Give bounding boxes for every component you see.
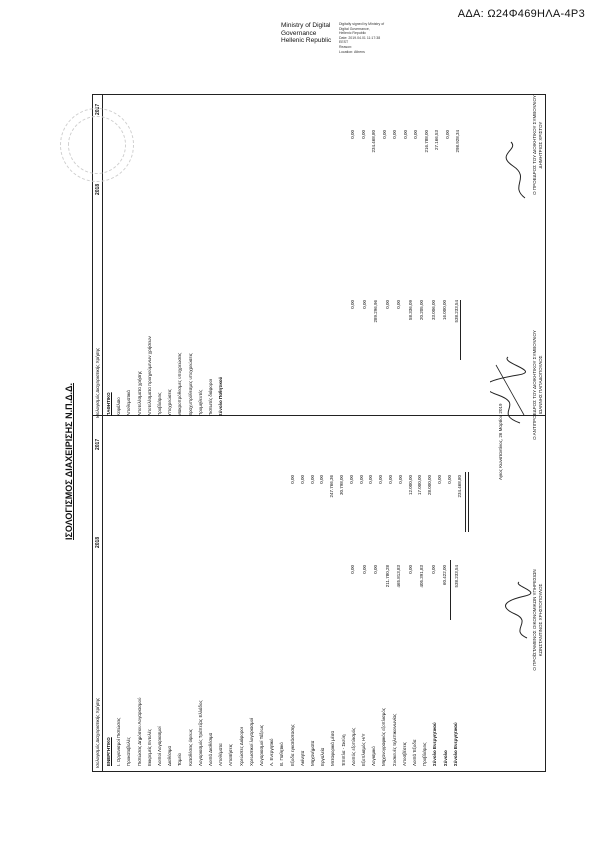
line-item-label: Συσκευές τηλεπικοινωνίας bbox=[391, 713, 397, 766]
amount-cell: 30.798,00 bbox=[339, 475, 344, 496]
left-header: Ισολογισμός Διαχειριστικής Χρήσης bbox=[95, 697, 100, 768]
amount-cell: 405.391,83 bbox=[419, 565, 424, 588]
line-item-label: Χρεωστικοί λογαριασμοί bbox=[248, 717, 254, 766]
amount-cell: 0,00 bbox=[360, 130, 366, 139]
line-item-label: Βραχυπρόθεσμες υποχρεώσεις bbox=[187, 353, 193, 416]
signatory-block bbox=[532, 90, 543, 200]
faded-seal-stamp-inner bbox=[68, 116, 126, 174]
line-item-label: Ταμείο bbox=[177, 753, 183, 766]
amount-cell: 234.468,80 bbox=[371, 130, 376, 153]
line-item-label: Ακίνητα bbox=[299, 750, 305, 766]
total-rule bbox=[465, 472, 466, 532]
line-item-label: Α. Ενεργητικό bbox=[269, 738, 275, 766]
amount-cell: 0,00 bbox=[299, 475, 305, 484]
signature-label-line: Hellenic Republic bbox=[281, 37, 332, 44]
scanned-balance-sheet bbox=[50, 84, 553, 780]
signature-scribble bbox=[505, 140, 535, 200]
signature-scribble bbox=[490, 355, 530, 425]
amount-cell: 211.780,28 bbox=[384, 565, 390, 588]
line-item-label: Β. Παθητικό bbox=[279, 742, 285, 766]
amount-cell: 33.006,00 bbox=[430, 300, 436, 321]
amount-cell: 20.205,00 bbox=[419, 300, 424, 321]
amount-cell: 0,00 bbox=[413, 130, 418, 139]
line-item-label: Εξοπλισμός Η/Υ bbox=[361, 733, 366, 766]
amount-cell: 16.000,00 bbox=[442, 300, 447, 321]
signatory-role: Ο ΠΡΟΕΔΡΟΣ ΤΟΥ ΔΙΟΙΚΗΤΙΚΟΥ ΣΥΜΒΟΥΛΙΟΥ bbox=[532, 95, 537, 195]
line-item-label: Λογαριασμοί Τάξεως bbox=[259, 724, 264, 766]
amount-cell: 465.813,83 bbox=[396, 565, 401, 588]
total-rule bbox=[460, 300, 461, 360]
line-item-label: Κεφάλαιο bbox=[116, 397, 122, 416]
total-rule bbox=[450, 560, 451, 620]
amount-cell: 0,00 bbox=[361, 300, 367, 309]
total-rule bbox=[468, 472, 469, 532]
amount-cell: 58.336,09 bbox=[407, 300, 413, 321]
amount-cell: 538.233,54 bbox=[453, 300, 459, 323]
signatory-name: ΙΩΑΝΝΗΣ ΠΑΠΑΔΟΠΟΥΛΟΣ bbox=[537, 355, 543, 415]
line-item-label: Λογαριασμός Τράπεζας Ελλάδος bbox=[197, 700, 203, 766]
amount-cell: 298.928,34 bbox=[455, 130, 460, 153]
amount-cell: 538.233,54 bbox=[453, 565, 459, 588]
line-item-label: Μηχανήματα bbox=[310, 740, 315, 766]
line-item-label: Αποτελέσματα προηγούμενων χρήσεων bbox=[146, 336, 152, 416]
line-item-label: Λοιπά Διαθέσιμα bbox=[208, 732, 213, 766]
signature-scribble bbox=[505, 580, 535, 640]
amount-cell: 17.000,00 bbox=[417, 475, 423, 496]
amount-cell: 0,00 bbox=[378, 475, 384, 484]
line-item-label: Έπιπλα - Σκεύη bbox=[340, 734, 346, 766]
amount-cell: 289.296,96 bbox=[373, 300, 378, 323]
rotated-sheet bbox=[50, 84, 553, 780]
amount-cell: 0,00 bbox=[392, 130, 397, 139]
line-item-label: ΠΑΘΗΤΙΚΟ bbox=[106, 392, 111, 416]
place-date: Αγιος Κωνσταντίνος, 26 Μαρτίου 2019 bbox=[498, 403, 503, 480]
amount-cell: 0,00 bbox=[430, 565, 436, 574]
amount-cell: 27.166,53 bbox=[434, 130, 439, 151]
signature-label-line: Governance bbox=[281, 29, 317, 37]
line-item-label: Αποθέματα bbox=[218, 743, 224, 766]
signatory-name: ΔΗΜΗΤΡΙΟΣ ΧΡΙΣΤΟΥ bbox=[537, 121, 543, 169]
table-frame bbox=[92, 94, 546, 772]
line-item-label: Διαθέσιμα bbox=[167, 745, 173, 766]
signatory-role: Ο ΑΝΤΙΠΡΟΕΔΡΟΣ ΤΟΥ ΔΙΟΙΚΗΤΙΚΟΥ ΣΥΜΒΟΥΛΙΟΥ bbox=[532, 330, 537, 440]
right-header: Ισολογισμός Διαχειριστικής Χρήσης bbox=[95, 347, 100, 418]
line-item-label: Σύνολο Ενεργητικού bbox=[432, 722, 438, 766]
year-label: 2017 bbox=[95, 438, 101, 450]
line-item-label: Λοιπός εξοπλισμός bbox=[350, 727, 356, 766]
amount-cell: 0,00 bbox=[350, 565, 355, 574]
amount-cell: 0,00 bbox=[319, 475, 325, 484]
amount-cell: 0,00 bbox=[350, 130, 355, 139]
line-item-label: Χρεώστες Διάφοροι bbox=[238, 727, 244, 766]
line-item-label: Αποτελέσματα χρήσης bbox=[136, 371, 142, 416]
amount-cell: 0,00 bbox=[397, 475, 403, 484]
amount-cell: 0,00 bbox=[348, 475, 354, 484]
amount-cell: 28.000,00 bbox=[427, 475, 433, 496]
line-item-label: Σύνολο Ενεργητικού bbox=[452, 722, 458, 766]
line-item-label: Εργαλεία bbox=[320, 747, 326, 766]
line-item-label: Μακροπρόθεσμες υποχρεώσεις bbox=[177, 352, 183, 416]
line-item-label: Προμηθευτές bbox=[197, 389, 203, 416]
amount-cell: 216.788,00 bbox=[423, 130, 429, 153]
line-item-label: Ι. Οργανισμοί Πιστώσεις bbox=[116, 717, 122, 766]
amount-cell: 0,00 bbox=[402, 130, 408, 139]
amount-cell: 0,00 bbox=[437, 475, 442, 484]
line-item-label: Λοιποί Λογαριασμοί bbox=[157, 726, 162, 766]
line-item-label: Καταθέσεις όψεως bbox=[187, 729, 193, 766]
amount-cell: 0,00 bbox=[350, 300, 355, 309]
line-item-label: Προβλέψεις bbox=[422, 742, 428, 766]
line-item-label: Υποχρεώσεις bbox=[167, 389, 173, 416]
line-item-label: Μηχανογραφικός εξοπλισμός bbox=[381, 707, 387, 766]
line-item-label: Μεταφορικά μέσα bbox=[330, 730, 336, 766]
line-item-label: Λοιπά Έξοδα bbox=[412, 739, 417, 766]
amount-cell: 0,00 bbox=[388, 475, 393, 484]
amount-cell: 0,00 bbox=[361, 565, 367, 574]
amount-cell: 0,00 bbox=[358, 475, 364, 484]
signatory-name: ΚΩΝΣΤΑΝΤΙΝΟΣ ΧΡΗΣΤΟΠΟΥΛΟΣ bbox=[537, 583, 543, 657]
amount-cell: 0,00 bbox=[446, 475, 452, 484]
line-item-label: Αποσβέσεις bbox=[401, 742, 407, 766]
line-item-label: Αποθεματικά bbox=[126, 390, 132, 416]
amount-cell: 0,00 bbox=[368, 475, 374, 484]
year-label: 2018 bbox=[95, 536, 101, 548]
digital-signature-block bbox=[281, 22, 421, 54]
amount-cell: 234.468,80 bbox=[456, 475, 462, 498]
line-item-label: Πιστώσεις Δημόσιου Λογαριασμού bbox=[136, 697, 142, 766]
line-item-label: Προκαταβολές bbox=[126, 737, 132, 766]
line-item-label: Απαιτήσεις bbox=[228, 744, 234, 766]
line-item-label: Προβλέψεις bbox=[157, 392, 162, 416]
amount-cell: 12.000,00 bbox=[407, 475, 413, 496]
amount-cell: 0,00 bbox=[290, 475, 295, 484]
line-item-label: Πιστωτές διάφοροι bbox=[208, 379, 213, 416]
amount-cell: 0,00 bbox=[381, 130, 387, 139]
year-label: 2018 bbox=[95, 183, 101, 195]
line-item-label: Λογισμικό bbox=[371, 746, 377, 766]
line-item-label: Εξοδα εγκατάστασης bbox=[289, 724, 295, 766]
signatory-role: Ο ΠΡΟΪΣΤΑΜΕΝΟΣ ΟΙΚΟΝΟΜΙΚΩΝ ΥΠΗΡΕΣΙΩΝ bbox=[532, 569, 537, 671]
amount-cell: 0,00 bbox=[384, 300, 390, 309]
line-item-label: Εκκρεμείς Εντολές bbox=[146, 729, 152, 766]
line-item-label: Σύνολο bbox=[442, 750, 448, 766]
amount-cell: 0,00 bbox=[309, 475, 315, 484]
amount-cell: 247.766,36 bbox=[329, 475, 335, 498]
signature-small-print: Digitally signed by Ministry of Digital Governance, Hellenic Republic Date: 2019.04.01 11:17:38 EEST Reason: Location: Athens bbox=[339, 22, 385, 54]
table-header-bar bbox=[93, 95, 103, 771]
amount-cell: 60.422,00 bbox=[442, 565, 447, 586]
ada-number: ΑΔΑ: Ω24Φ469ΗΛΑ-4Ρ3 bbox=[457, 8, 585, 20]
sheet-title: ΙΣΟΛΟΓΙΣΜΟΣ ΔΙΑΧΕΙΡΙΣΗΣ Ν.Π.Δ.Δ. bbox=[64, 382, 74, 540]
signatory-block bbox=[532, 555, 543, 685]
amount-cell: 0,00 bbox=[396, 300, 401, 309]
line-item-label: ΕΝΕΡΓΗΤΙΚΟ bbox=[106, 737, 111, 766]
line-item-label: Σύνολο Παθητικού bbox=[218, 376, 224, 416]
year-label: 2017 bbox=[95, 103, 101, 115]
amount-cell: 0,00 bbox=[373, 565, 378, 574]
amount-cell: 0,00 bbox=[407, 565, 413, 574]
signature-label-line: Ministry of Digital bbox=[281, 22, 331, 29]
amount-cell: 0,00 bbox=[444, 130, 450, 139]
signatory-block bbox=[532, 320, 543, 450]
